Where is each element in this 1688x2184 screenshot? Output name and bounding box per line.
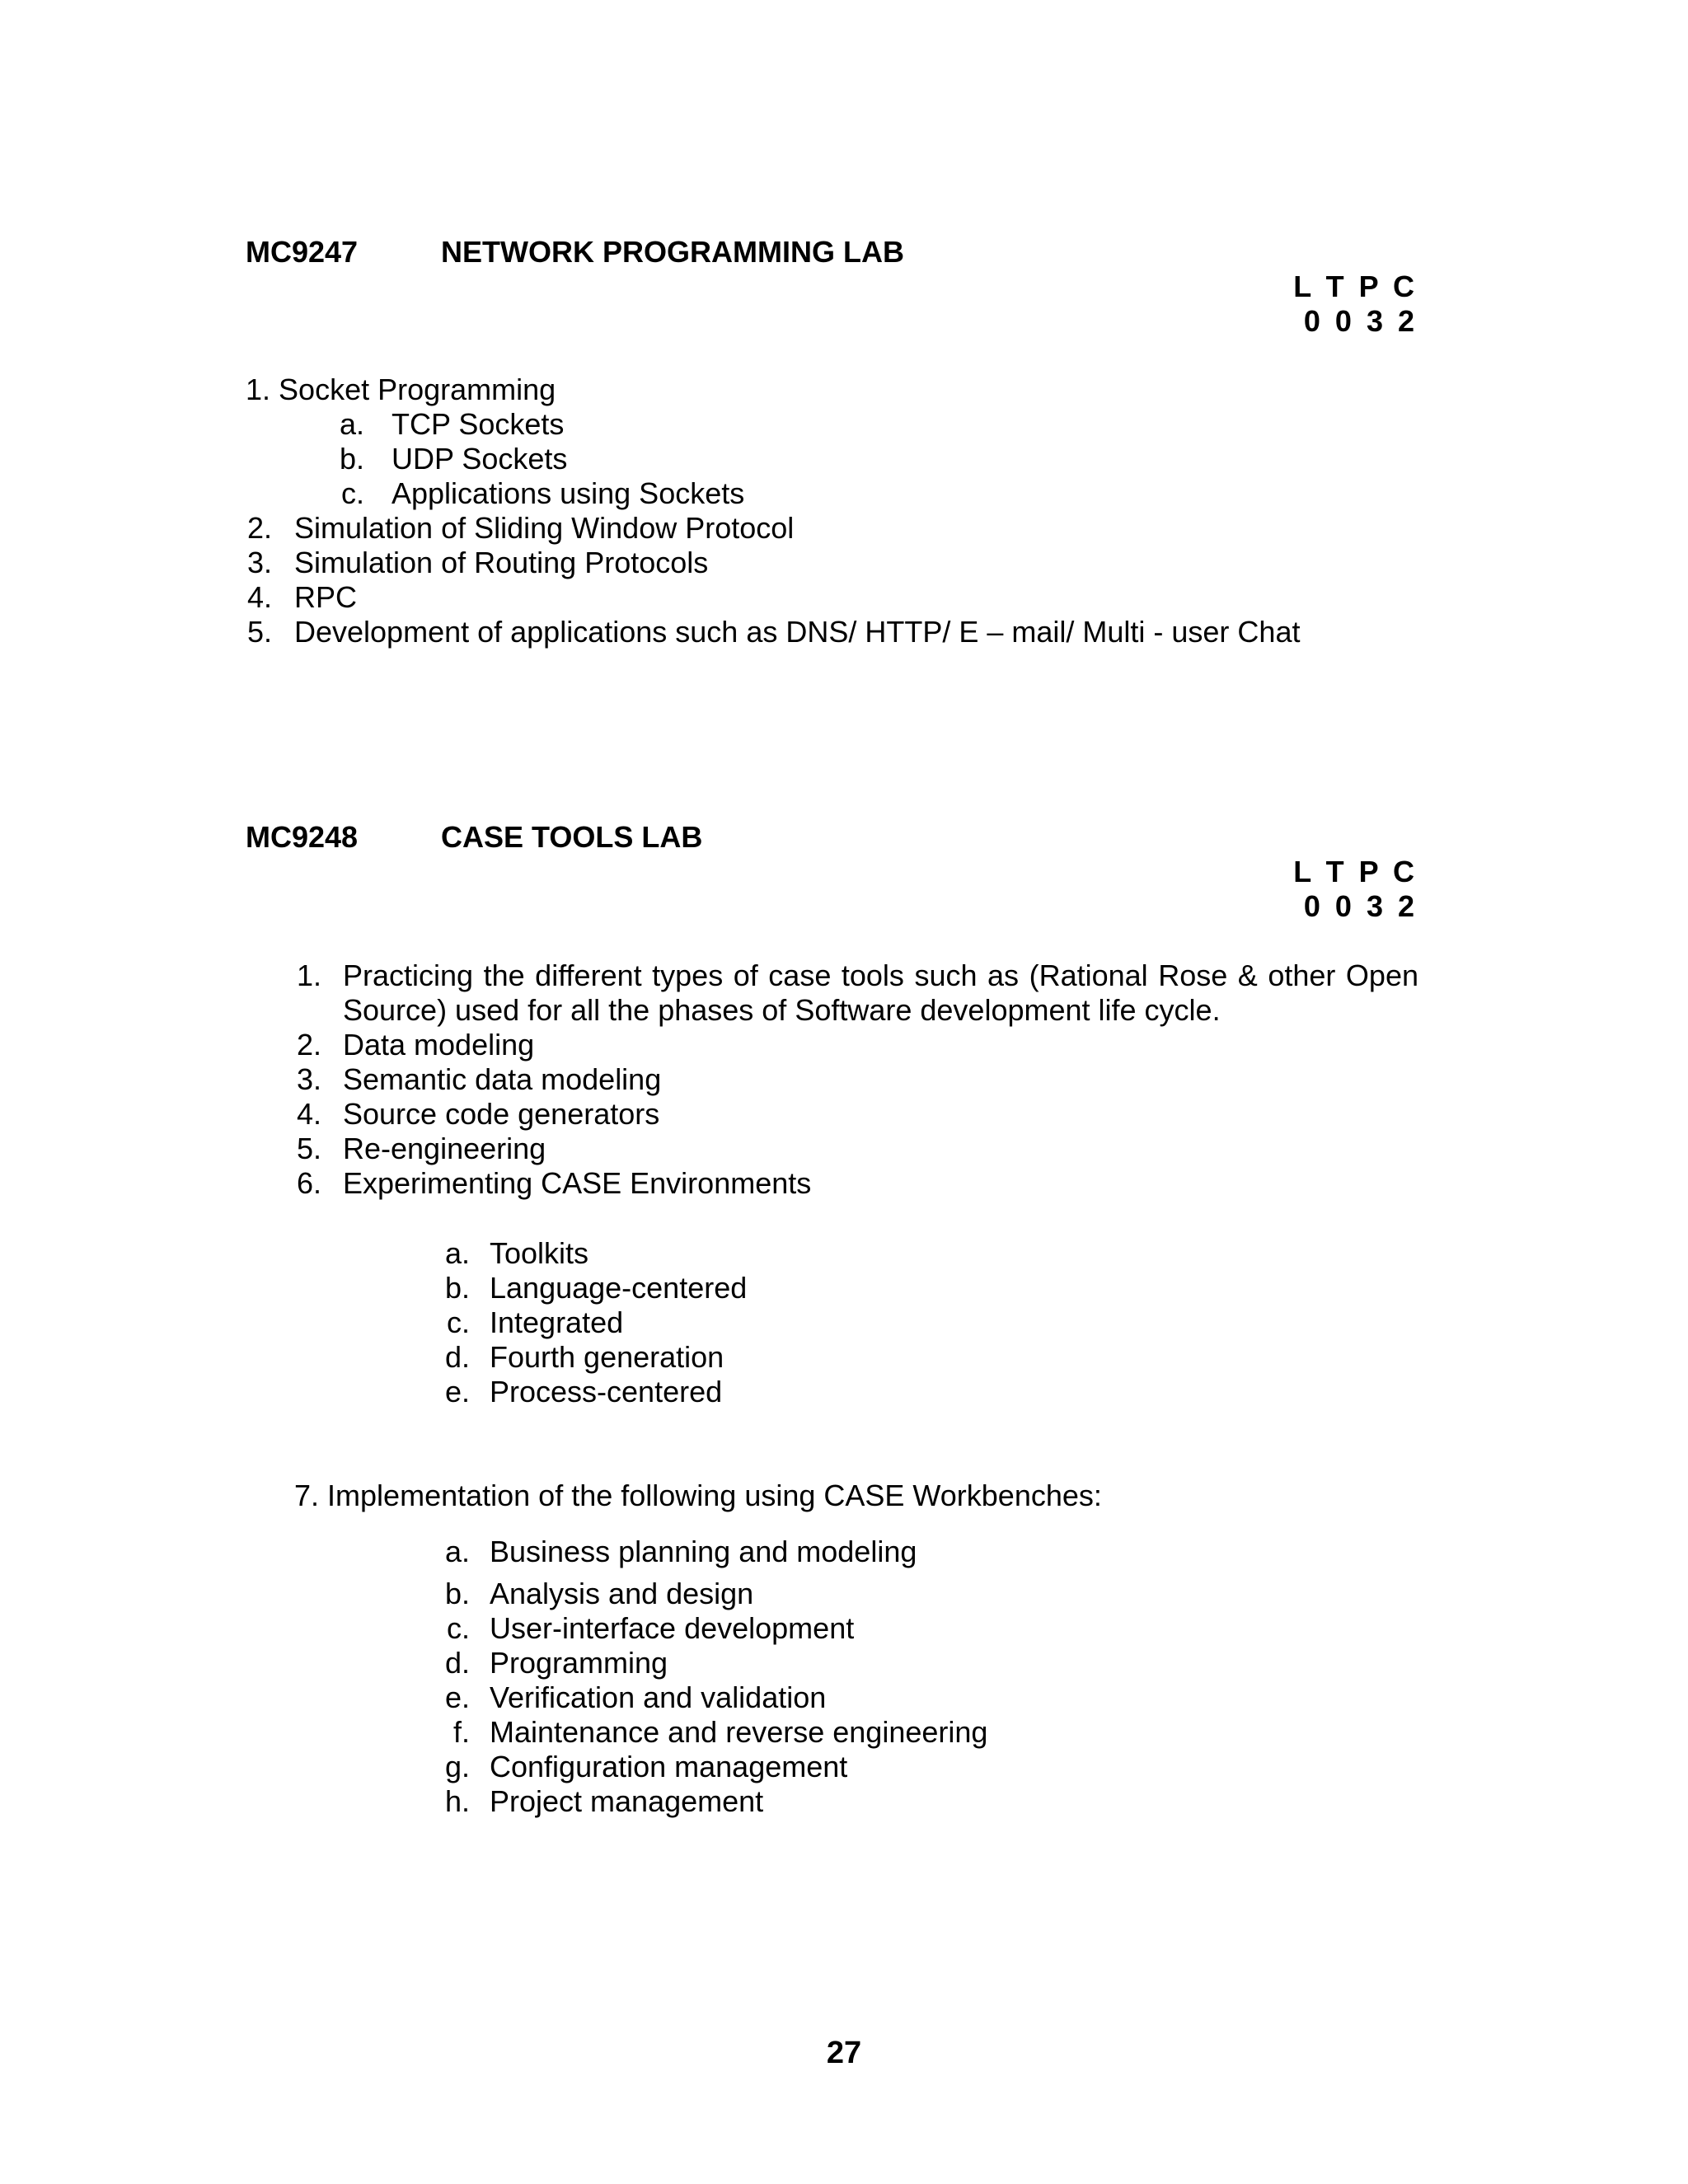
- list-marker: 4.: [246, 580, 272, 614]
- course-title: CASE TOOLS LAB: [441, 820, 703, 854]
- list-marker: 1.: [296, 958, 321, 992]
- list-text: Practicing the different types of case tools such as (Rational Rose & other Open: [343, 958, 1418, 992]
- list-marker: 5.: [246, 615, 272, 649]
- list-text: RPC: [294, 580, 358, 614]
- list-text: Language-centered: [490, 1271, 748, 1305]
- list-text: Integrated: [490, 1305, 624, 1339]
- list-text: Simulation of Sliding Window Protocol: [294, 511, 795, 545]
- list-text: Maintenance and reverse engineering: [490, 1715, 988, 1749]
- list-marker: e.: [444, 1375, 470, 1408]
- list-marker: h.: [444, 1784, 470, 1818]
- ltpc-values: 0 0 3 2: [1303, 304, 1418, 338]
- list-marker: 3.: [296, 1062, 321, 1096]
- list-marker: a.: [444, 1236, 470, 1270]
- list-marker: b.: [339, 442, 364, 476]
- list-marker: e.: [444, 1680, 470, 1714]
- list-text: Applications using Sockets: [392, 476, 745, 510]
- list-marker: 6.: [296, 1166, 321, 1200]
- list-marker: 2.: [246, 511, 272, 545]
- list-marker: d.: [444, 1340, 470, 1374]
- list-text: Re-engineering: [343, 1132, 546, 1165]
- list-item: [294, 1479, 1102, 1513]
- list-text-continuation: Source) used for all the phases of Software development life cycle.: [343, 993, 1221, 1027]
- list-text: Project management: [490, 1784, 764, 1818]
- list-text: UDP Sockets: [392, 442, 568, 476]
- list-marker: 2.: [296, 1028, 321, 1062]
- list-text: Verification and validation: [490, 1680, 827, 1714]
- list-text: Source code generators: [343, 1097, 660, 1131]
- list-text: Business planning and modeling: [490, 1535, 917, 1568]
- list-text: Semantic data modeling: [343, 1062, 662, 1096]
- ltpc-header: L T P C: [1293, 855, 1418, 888]
- list-text: TCP Sockets: [392, 407, 565, 441]
- list-text: Experimenting CASE Environments: [343, 1166, 812, 1200]
- list-marker: 5.: [296, 1132, 321, 1165]
- list-text: Development of applications such as DNS/ HTTP/ E – mail/ Multi - user Chat: [294, 615, 1301, 649]
- list-marker: 3.: [246, 546, 272, 579]
- list-marker: 4.: [296, 1097, 321, 1131]
- list-text: Programming: [490, 1646, 668, 1680]
- list-marker: 7.: [294, 1479, 320, 1512]
- list-text: User-interface development: [490, 1611, 855, 1645]
- list-marker: a.: [444, 1535, 470, 1568]
- list-text: Data modeling: [343, 1028, 535, 1062]
- list-item: [246, 373, 556, 407]
- ltpc-values: 0 0 3 2: [1303, 889, 1418, 923]
- list-text: Configuration management: [490, 1750, 848, 1783]
- list-text: Implementation of the following using CASE Workbenches:: [327, 1479, 1102, 1512]
- list-marker: 1.: [246, 373, 271, 406]
- list-marker: f.: [452, 1715, 470, 1749]
- list-marker: c.: [446, 1611, 470, 1645]
- list-text: Process-centered: [490, 1375, 723, 1408]
- list-marker: b.: [444, 1271, 470, 1305]
- list-marker: b.: [444, 1577, 470, 1610]
- list-marker: c.: [340, 476, 364, 510]
- course-title: NETWORK PROGRAMMING LAB: [441, 235, 904, 269]
- course-code: MC9247: [246, 235, 359, 269]
- list-text: Socket Programming: [279, 373, 556, 406]
- list-marker: g.: [444, 1750, 470, 1783]
- list-marker: d.: [444, 1646, 470, 1680]
- ltpc-header: L T P C: [1293, 269, 1418, 303]
- list-marker: c.: [446, 1305, 470, 1339]
- page-number: 27: [826, 2036, 862, 2070]
- list-text: Fourth generation: [490, 1340, 724, 1374]
- list-text: Toolkits: [490, 1236, 589, 1270]
- course-code: MC9248: [246, 820, 359, 854]
- list-text: Analysis and design: [490, 1577, 754, 1610]
- list-marker: a.: [339, 407, 364, 441]
- list-text: Simulation of Routing Protocols: [294, 546, 709, 579]
